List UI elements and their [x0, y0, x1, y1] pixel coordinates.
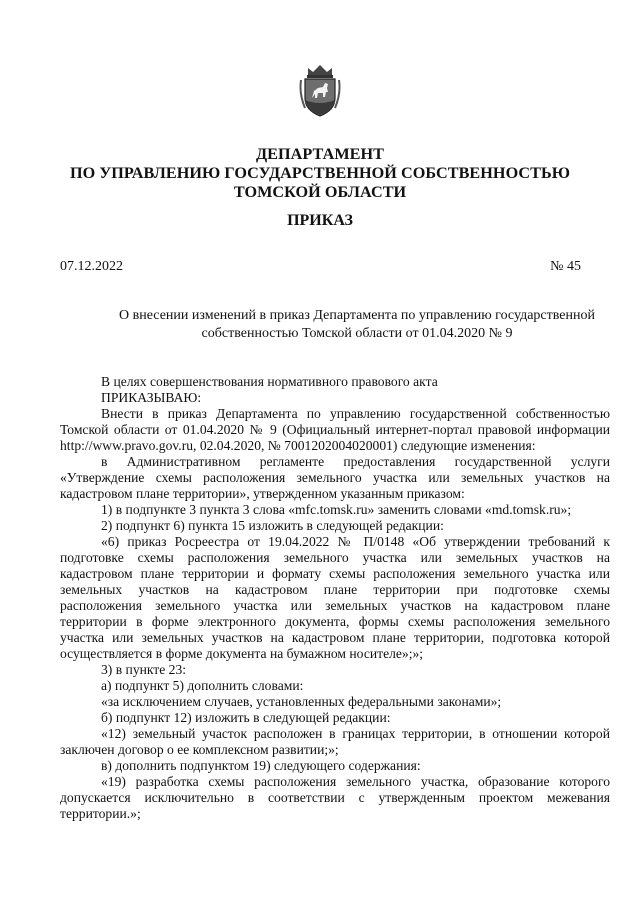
body-line: территории.»;: [60, 806, 141, 821]
body-line: «12) земельный участок расположен в границах территории, в отношении которой: [101, 726, 610, 741]
body-line: 3) в пункте 23:: [101, 662, 187, 677]
body-line: кадастровом плане территории», утвержденном указанным приказом:: [60, 486, 465, 501]
body-line: в) дополнить подпунктом 19) следующего содержания:: [101, 758, 421, 773]
body-line: «6) приказ Росреестра от 19.04.2022 № П/0148 «Об утверждении требований к: [101, 534, 610, 549]
body-line: В целях совершенствования нормативного правового акта: [101, 374, 438, 389]
body-line: в Административном регламенте предоставления государственной услуги: [101, 454, 610, 469]
body-line: земельных участков на кадастровом плане территории при подготовке схемы: [60, 582, 610, 597]
body-line: допускается исключительно в соответствии с утвержденным проектом межевания: [60, 790, 610, 805]
body-line: подготовке схемы расположения земельного участка или земельных участков на: [60, 550, 610, 565]
body-line: Внести в приказ Департамента по управлению государственной собственностью: [101, 406, 610, 421]
body-line: «19) разработка схемы расположения земельного участка, образование которого: [101, 774, 610, 789]
body-line: б) подпункт 12) изложить в следующей редакции:: [101, 710, 391, 725]
body-line: осуществляется в форме документа на бумажном носителе»;»;: [60, 646, 424, 661]
body-line: ПРИКАЗЫВАЮ:: [101, 390, 202, 405]
body-line: 2) подпункт 6) пункта 15 изложить в следующей редакции:: [101, 518, 444, 533]
body-line: http://www.pravo.gov.ru, 02.04.2020, № 7001202004020001) следующие изменения:: [60, 438, 536, 453]
subject-line-2: собственностью Томской области от 01.04.2020 № 9: [201, 326, 513, 341]
department-name-line-3: ТОМСКОЙ ОБЛАСТИ: [233, 183, 407, 201]
department-name-line-2: ПО УПРАВЛЕНИЮ ГОСУДАРСТВЕННОЙ СОБСТВЕННОСТЬЮ: [69, 164, 571, 182]
order-number: № 45: [550, 259, 581, 274]
body-line: 1) в подпункте 3 пункта 3 слова «mfc.tomsk.ru» заменить словами «md.tomsk.ru»;: [101, 502, 572, 517]
body-line: а) подпункт 5) дополнить словами:: [101, 678, 304, 693]
body-line: расположения земельного участка или земельных участков на кадастровом плане: [60, 598, 610, 613]
body-line: участка или земельных участков на кадастровом плане территории, подготовка которой: [60, 630, 610, 645]
body-line: Томской области от 01.04.2020 № 9 (Официальный интернет-портал правовой информации: [60, 422, 610, 437]
order-date: 07.12.2022: [60, 259, 123, 274]
body-line: территории в форме электронного документа, формы схемы расположения земельного: [60, 614, 610, 629]
body-line: кадастровом плане территории и формату схемы расположения земельного участка или: [60, 566, 610, 581]
tomsk-oblast-coat-of-arms-icon: [299, 64, 341, 118]
body-line: «за исключением случаев, установленных федеральными законами»;: [101, 694, 502, 709]
department-name-line-1: ДЕПАРТАМЕНТ: [256, 145, 384, 163]
subject-line-1: О внесении изменений в приказ Департамента по управлению государственной: [119, 308, 595, 323]
body-line: «Утверждение схемы расположения земельного участка или земельных участков на: [60, 470, 610, 485]
order-title: ПРИКАЗ: [287, 212, 353, 229]
body-line: заключен договор о ее комплексном развитии;»;: [60, 742, 339, 757]
